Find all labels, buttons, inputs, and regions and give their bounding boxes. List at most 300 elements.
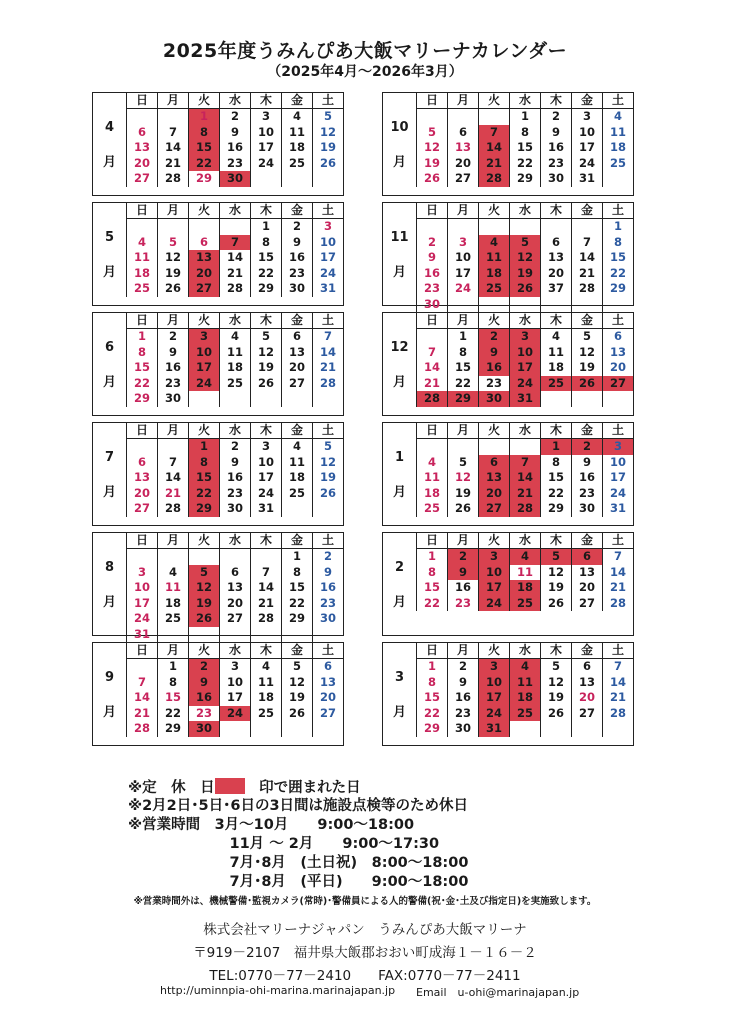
week-row bbox=[126, 219, 343, 235]
week-row bbox=[126, 549, 343, 565]
holiday-day-cell: 25 bbox=[509, 596, 540, 612]
day-cell: 30 bbox=[571, 501, 602, 517]
day-cell: 20 bbox=[312, 690, 343, 706]
weekday-label: 日 bbox=[126, 533, 157, 548]
empty-cell bbox=[250, 171, 281, 187]
holiday-day-cell: 3 bbox=[478, 549, 509, 565]
month-kanji: 月 bbox=[102, 595, 116, 610]
day-cell: 16 bbox=[281, 250, 312, 266]
month-label bbox=[383, 643, 416, 745]
holiday-day-cell: 24 bbox=[509, 376, 540, 392]
day-cell: 20 bbox=[126, 156, 157, 172]
day-cell: 21 bbox=[157, 486, 188, 502]
empty-cell bbox=[478, 439, 509, 455]
day-cell: 11 bbox=[416, 470, 447, 486]
day-cell: 26 bbox=[447, 501, 478, 517]
day-cell: 7 bbox=[250, 565, 281, 581]
month-label bbox=[93, 643, 126, 745]
day-cell: 14 bbox=[312, 345, 343, 361]
holiday-day-cell: 19 bbox=[509, 266, 540, 282]
month-calendar bbox=[382, 532, 634, 636]
day-cell: 24 bbox=[602, 486, 633, 502]
day-cell: 9 bbox=[219, 125, 250, 141]
weekday-label: 火 bbox=[188, 533, 219, 548]
month-kanji: 月 bbox=[392, 155, 406, 170]
day-cell: 19 bbox=[571, 360, 602, 376]
holiday-day-cell: 3 bbox=[188, 329, 219, 345]
day-cell: 17 bbox=[602, 470, 633, 486]
day-cell: 22 bbox=[281, 596, 312, 612]
empty-cell bbox=[540, 721, 571, 737]
empty-cell bbox=[571, 219, 602, 235]
holiday-day-cell: 25 bbox=[509, 706, 540, 722]
weekday-label: 月 bbox=[447, 203, 478, 218]
day-cell: 23 bbox=[219, 156, 250, 172]
week-row bbox=[126, 627, 343, 643]
week-row bbox=[416, 675, 633, 691]
empty-cell bbox=[416, 439, 447, 455]
holiday-day-cell: 28 bbox=[509, 501, 540, 517]
day-cell: 26 bbox=[416, 171, 447, 187]
day-cell: 1 bbox=[157, 659, 188, 675]
day-cell: 10 bbox=[602, 455, 633, 471]
week-row bbox=[416, 580, 633, 596]
day-cell: 16 bbox=[540, 140, 571, 156]
hours-line-1: ※営業時間 3月～10月 9:00～18:00 bbox=[128, 817, 415, 833]
weekday-label: 月 bbox=[447, 533, 478, 548]
day-cell: 27 bbox=[281, 376, 312, 392]
day-cell: 11 bbox=[219, 345, 250, 361]
day-grid bbox=[126, 533, 343, 642]
day-cell: 29 bbox=[602, 281, 633, 297]
day-cell: 25 bbox=[602, 156, 633, 172]
day-cell: 22 bbox=[416, 706, 447, 722]
week-row bbox=[126, 611, 343, 627]
week-row bbox=[126, 329, 343, 345]
day-cell: 13 bbox=[126, 140, 157, 156]
holiday-day-cell: 27 bbox=[188, 281, 219, 297]
day-cell: 21 bbox=[602, 690, 633, 706]
day-cell: 23 bbox=[157, 376, 188, 392]
day-cell: 24 bbox=[126, 611, 157, 627]
weekday-label: 土 bbox=[312, 93, 343, 108]
week-row bbox=[416, 297, 633, 313]
day-cell: 24 bbox=[571, 156, 602, 172]
weekday-label: 木 bbox=[250, 93, 281, 108]
day-cell: 29 bbox=[126, 391, 157, 407]
company-phone: TEL:0770－77－2410 FAX:0770－77－2411 bbox=[209, 968, 521, 984]
day-cell: 9 bbox=[540, 125, 571, 141]
week-row bbox=[126, 596, 343, 612]
weekday-label: 月 bbox=[447, 423, 478, 438]
day-cell: 3 bbox=[250, 439, 281, 455]
hours-line-2: 11月 ～ 2月 9:00～17:30 bbox=[128, 836, 440, 852]
website-link[interactable]: http://uminnpia-ohi-marina.marinajapan.jp bbox=[160, 984, 396, 997]
day-cell: 12 bbox=[157, 250, 188, 266]
week-row bbox=[416, 235, 633, 251]
day-cell: 2 bbox=[312, 549, 343, 565]
day-cell: 31 bbox=[571, 171, 602, 187]
day-cell: 22 bbox=[447, 376, 478, 392]
holiday-day-cell: 1 bbox=[540, 439, 571, 455]
day-cell: 17 bbox=[219, 690, 250, 706]
day-cell: 8 bbox=[602, 235, 633, 251]
holiday-day-cell: 18 bbox=[509, 690, 540, 706]
empty-cell bbox=[219, 549, 250, 565]
weekday-label: 水 bbox=[509, 93, 540, 108]
day-cell: 6 bbox=[602, 329, 633, 345]
holiday-day-cell: 24 bbox=[188, 376, 219, 392]
holiday-day-cell: 12 bbox=[188, 580, 219, 596]
weekday-label: 木 bbox=[540, 533, 571, 548]
day-grid bbox=[416, 203, 633, 312]
day-cell: 20 bbox=[126, 486, 157, 502]
notes bbox=[128, 778, 468, 892]
day-cell: 3 bbox=[447, 235, 478, 251]
holiday-day-cell: 21 bbox=[509, 486, 540, 502]
holiday-day-cell: 14 bbox=[509, 470, 540, 486]
week-row bbox=[416, 125, 633, 141]
day-cell: 28 bbox=[250, 611, 281, 627]
day-cell: 9 bbox=[447, 675, 478, 691]
day-cell: 21 bbox=[157, 156, 188, 172]
day-cell: 15 bbox=[126, 360, 157, 376]
day-cell: 23 bbox=[188, 706, 219, 722]
week-row bbox=[126, 345, 343, 361]
day-cell: 8 bbox=[250, 235, 281, 251]
day-cell: 22 bbox=[540, 486, 571, 502]
day-cell: 13 bbox=[312, 675, 343, 691]
month-label bbox=[93, 93, 126, 195]
holiday-day-cell: 12 bbox=[509, 250, 540, 266]
day-cell: 26 bbox=[312, 156, 343, 172]
day-cell: 30 bbox=[157, 391, 188, 407]
holiday-day-cell: 27 bbox=[602, 376, 633, 392]
weekday-label: 土 bbox=[312, 643, 343, 658]
day-grid bbox=[126, 423, 343, 517]
weekday-label: 水 bbox=[219, 93, 250, 108]
day-cell: 24 bbox=[447, 281, 478, 297]
weekday-label: 月 bbox=[447, 313, 478, 328]
day-cell: 1 bbox=[509, 109, 540, 125]
day-cell: 30 bbox=[219, 501, 250, 517]
day-cell: 26 bbox=[540, 706, 571, 722]
holiday-day-cell: 6 bbox=[571, 549, 602, 565]
day-cell: 10 bbox=[250, 455, 281, 471]
day-cell: 6 bbox=[540, 235, 571, 251]
day-cell: 10 bbox=[312, 235, 343, 251]
weekday-label: 木 bbox=[250, 313, 281, 328]
day-cell: 11 bbox=[509, 565, 540, 581]
weekday-label: 土 bbox=[312, 423, 343, 438]
holiday-day-cell: 11 bbox=[509, 675, 540, 691]
weekday-label: 月 bbox=[157, 203, 188, 218]
month-calendar bbox=[382, 92, 634, 196]
empty-cell bbox=[219, 627, 250, 643]
day-cell: 30 bbox=[540, 171, 571, 187]
holiday-day-cell: 20 bbox=[478, 486, 509, 502]
week-row bbox=[416, 470, 633, 486]
day-cell: 11 bbox=[126, 250, 157, 266]
day-cell: 25 bbox=[126, 281, 157, 297]
weekday-label: 金 bbox=[571, 643, 602, 658]
empty-cell bbox=[602, 391, 633, 407]
weekday-header bbox=[416, 533, 633, 549]
month-number: 10 bbox=[390, 120, 409, 135]
day-cell: 30 bbox=[416, 297, 447, 313]
day-cell: 1 bbox=[602, 219, 633, 235]
day-cell: 18 bbox=[157, 596, 188, 612]
day-cell: 14 bbox=[157, 470, 188, 486]
day-cell: 2 bbox=[219, 109, 250, 125]
holiday-day-cell: 18 bbox=[509, 580, 540, 596]
holiday-day-cell: 15 bbox=[188, 470, 219, 486]
holiday-day-cell: 7 bbox=[219, 235, 250, 251]
day-cell: 9 bbox=[312, 565, 343, 581]
empty-cell bbox=[312, 721, 343, 737]
day-cell: 2 bbox=[540, 109, 571, 125]
empty-cell bbox=[219, 391, 250, 407]
empty-cell bbox=[602, 297, 633, 313]
month-label bbox=[93, 313, 126, 415]
day-cell: 23 bbox=[416, 281, 447, 297]
week-row bbox=[126, 675, 343, 691]
week-row bbox=[126, 580, 343, 596]
day-cell: 3 bbox=[571, 109, 602, 125]
day-cell: 19 bbox=[540, 690, 571, 706]
empty-cell bbox=[509, 297, 540, 313]
day-cell: 28 bbox=[126, 721, 157, 737]
day-cell: 26 bbox=[157, 281, 188, 297]
day-cell: 18 bbox=[250, 690, 281, 706]
day-cell: 1 bbox=[447, 329, 478, 345]
day-cell: 23 bbox=[447, 706, 478, 722]
month-number: 7 bbox=[104, 450, 115, 465]
weekday-label: 日 bbox=[126, 203, 157, 218]
weekday-label: 水 bbox=[219, 643, 250, 658]
holiday-day-cell: 22 bbox=[188, 156, 219, 172]
day-cell: 1 bbox=[416, 659, 447, 675]
day-cell: 9 bbox=[416, 250, 447, 266]
holiday-day-cell: 2 bbox=[188, 659, 219, 675]
weekday-label: 日 bbox=[416, 423, 447, 438]
weekday-label: 木 bbox=[540, 423, 571, 438]
weekday-label: 金 bbox=[281, 423, 312, 438]
weekday-label: 火 bbox=[188, 93, 219, 108]
weekday-label: 土 bbox=[312, 313, 343, 328]
day-cell: 13 bbox=[126, 470, 157, 486]
day-cell: 16 bbox=[157, 360, 188, 376]
holiday-day-cell: 26 bbox=[509, 281, 540, 297]
day-cell: 7 bbox=[416, 345, 447, 361]
weekday-label: 木 bbox=[250, 423, 281, 438]
day-cell: 17 bbox=[312, 250, 343, 266]
day-cell: 15 bbox=[540, 470, 571, 486]
month-number: 12 bbox=[390, 340, 409, 355]
holiday-day-cell: 9 bbox=[478, 345, 509, 361]
day-cell: 21 bbox=[571, 266, 602, 282]
weekday-label: 日 bbox=[126, 643, 157, 658]
week-row bbox=[416, 391, 633, 407]
month-label bbox=[383, 93, 416, 195]
weekday-label: 土 bbox=[312, 203, 343, 218]
holiday-day-cell: 5 bbox=[509, 235, 540, 251]
empty-cell bbox=[281, 721, 312, 737]
day-grid bbox=[416, 93, 633, 187]
month-number: 9 bbox=[104, 670, 115, 685]
day-cell: 14 bbox=[602, 675, 633, 691]
empty-cell bbox=[219, 721, 250, 737]
weekday-label: 火 bbox=[188, 423, 219, 438]
day-cell: 7 bbox=[602, 549, 633, 565]
day-cell: 5 bbox=[157, 235, 188, 251]
holiday-note bbox=[128, 778, 468, 797]
holiday-day-cell: 16 bbox=[478, 360, 509, 376]
holiday-day-cell: 31 bbox=[478, 721, 509, 737]
weekday-label: 日 bbox=[126, 93, 157, 108]
week-row bbox=[126, 486, 343, 502]
empty-cell bbox=[312, 171, 343, 187]
page-subtitle: （2025年4月～2026年3月） bbox=[267, 64, 463, 80]
day-cell: 1 bbox=[416, 549, 447, 565]
week-row bbox=[416, 690, 633, 706]
day-cell: 2 bbox=[219, 439, 250, 455]
day-cell: 31 bbox=[126, 627, 157, 643]
weekday-header bbox=[416, 93, 633, 109]
day-cell: 12 bbox=[447, 470, 478, 486]
holiday-day-cell: 4 bbox=[509, 659, 540, 675]
week-row bbox=[416, 140, 633, 156]
week-row bbox=[126, 470, 343, 486]
day-cell: 37 bbox=[540, 281, 571, 297]
day-cell: 22 bbox=[126, 376, 157, 392]
weekday-label: 月 bbox=[157, 423, 188, 438]
weekday-label: 金 bbox=[281, 643, 312, 658]
week-row bbox=[416, 455, 633, 471]
empty-cell bbox=[602, 171, 633, 187]
day-cell: 19 bbox=[312, 470, 343, 486]
holiday-day-cell: 7 bbox=[478, 125, 509, 141]
day-cell: 13 bbox=[281, 345, 312, 361]
day-cell: 2 bbox=[416, 235, 447, 251]
week-row bbox=[416, 565, 633, 581]
day-cell: 4 bbox=[281, 439, 312, 455]
day-cell: 21 bbox=[416, 376, 447, 392]
day-cell: 13 bbox=[540, 250, 571, 266]
month-label bbox=[383, 203, 416, 305]
holiday-day-cell: 25 bbox=[540, 376, 571, 392]
day-cell: 4 bbox=[219, 329, 250, 345]
email-link[interactable]: Email u-ohi@marinajapan.jp bbox=[416, 986, 580, 999]
day-cell: 12 bbox=[540, 675, 571, 691]
weekday-header bbox=[126, 643, 343, 659]
holiday-day-cell: 10 bbox=[509, 345, 540, 361]
weekday-label: 金 bbox=[281, 313, 312, 328]
day-cell: 6 bbox=[281, 329, 312, 345]
month-label bbox=[93, 203, 126, 305]
weekday-header bbox=[126, 203, 343, 219]
week-row bbox=[126, 455, 343, 471]
weekday-label: 土 bbox=[602, 423, 633, 438]
empty-cell bbox=[250, 721, 281, 737]
empty-cell bbox=[157, 109, 188, 125]
month-label bbox=[383, 533, 416, 635]
day-cell: 2 bbox=[157, 329, 188, 345]
empty-cell bbox=[281, 501, 312, 517]
weekday-label: 木 bbox=[540, 203, 571, 218]
weekday-label: 木 bbox=[540, 643, 571, 658]
weekday-label: 日 bbox=[126, 423, 157, 438]
day-cell: 11 bbox=[540, 345, 571, 361]
empty-cell bbox=[188, 219, 219, 235]
month-kanji: 月 bbox=[102, 485, 116, 500]
day-cell: 4 bbox=[126, 235, 157, 251]
day-cell: 13 bbox=[571, 675, 602, 691]
weekday-header bbox=[126, 313, 343, 329]
day-cell: 27 bbox=[126, 501, 157, 517]
weekday-label: 火 bbox=[478, 203, 509, 218]
day-cell: 17 bbox=[571, 140, 602, 156]
security-note: ※営業時間外は、機械警備･監視カメラ(常時)･警備員による人的警備(祝･金･土及び指定日)を実施致します。 bbox=[133, 896, 597, 907]
hours-line-3: 7月･8月 (土日祝) 8:00～18:00 bbox=[128, 855, 469, 871]
day-cell: 17 bbox=[447, 266, 478, 282]
day-cell: 8 bbox=[447, 345, 478, 361]
day-cell: 23 bbox=[571, 486, 602, 502]
day-cell: 15 bbox=[250, 250, 281, 266]
day-cell: 6 bbox=[571, 659, 602, 675]
week-row bbox=[126, 690, 343, 706]
weekday-label: 日 bbox=[416, 203, 447, 218]
day-cell: 13 bbox=[219, 580, 250, 596]
holiday-day-cell: 24 bbox=[219, 706, 250, 722]
empty-cell bbox=[447, 219, 478, 235]
weekday-label: 木 bbox=[250, 643, 281, 658]
day-cell: 4 bbox=[416, 455, 447, 471]
day-grid bbox=[126, 313, 343, 407]
month-label bbox=[93, 423, 126, 525]
weekday-label: 土 bbox=[602, 203, 633, 218]
day-cell: 20 bbox=[540, 266, 571, 282]
weekday-label: 金 bbox=[281, 93, 312, 108]
week-row bbox=[126, 235, 343, 251]
weekday-label: 水 bbox=[509, 313, 540, 328]
holiday-day-cell: 27 bbox=[478, 501, 509, 517]
day-cell: 24 bbox=[250, 156, 281, 172]
holiday-day-cell: 1 bbox=[188, 109, 219, 125]
weekday-label: 火 bbox=[478, 533, 509, 548]
day-cell: 11 bbox=[281, 125, 312, 141]
day-cell: 17 bbox=[250, 140, 281, 156]
holiday-day-cell: 30 bbox=[188, 721, 219, 737]
day-cell: 5 bbox=[540, 659, 571, 675]
day-cell: 9 bbox=[157, 345, 188, 361]
week-row bbox=[126, 376, 343, 392]
month-kanji: 月 bbox=[392, 705, 406, 720]
weekday-label: 木 bbox=[250, 533, 281, 548]
month-kanji: 月 bbox=[102, 705, 116, 720]
week-row bbox=[416, 156, 633, 172]
holiday-day-cell: 13 bbox=[188, 250, 219, 266]
day-cell: 16 bbox=[416, 266, 447, 282]
day-cell: 16 bbox=[571, 470, 602, 486]
month-kanji: 月 bbox=[392, 265, 406, 280]
month-kanji: 月 bbox=[102, 155, 116, 170]
weekday-label: 土 bbox=[312, 533, 343, 548]
weekday-label: 火 bbox=[478, 93, 509, 108]
day-cell: 13 bbox=[602, 345, 633, 361]
weekday-label: 水 bbox=[219, 203, 250, 218]
day-cell: 6 bbox=[188, 235, 219, 251]
